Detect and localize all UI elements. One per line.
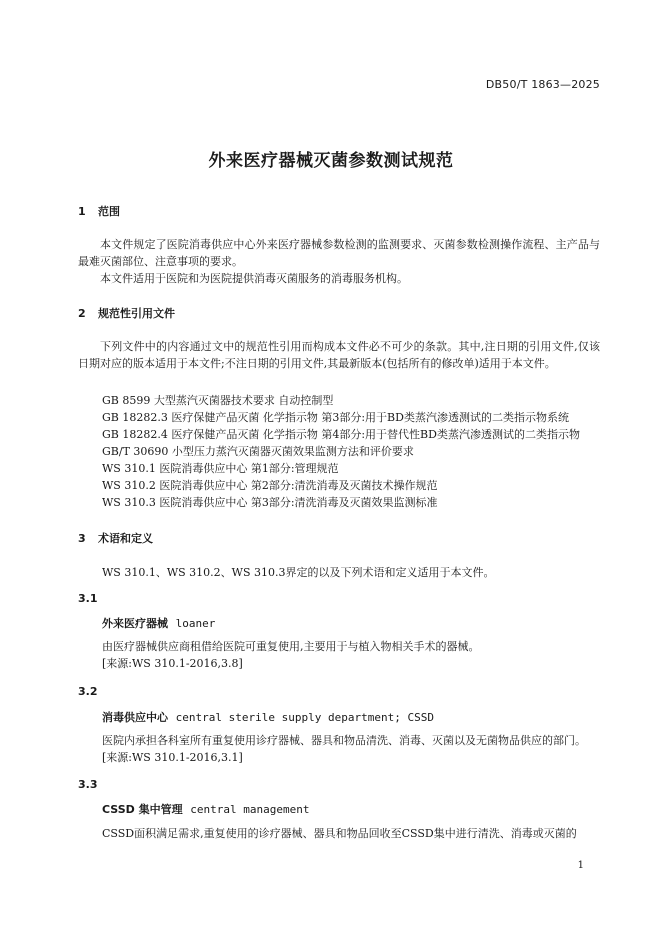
term-en: central management [190,803,310,816]
term-definition: CSSD面积满足需求,重复使用的诊疗器械、器具和物品回收至CSSD集中进行清洗、消毒或灭菌的 [102,827,577,840]
term-zh: 外来医疗器械 [102,617,168,630]
reference-item: WS 310.1 医院消毒供应中心 第1部分:管理规范 [102,462,339,475]
term-number: 3.3 [78,778,98,791]
term-en: loaner [175,617,216,630]
reference-item: GB 18282.4 医疗保健产品灭菌 化学指示物 第4部分:用于替代性BD类蒸汽渗透测试的二类指示物 [102,428,580,441]
term-number: 3.1 [78,592,98,605]
term-heading [102,615,215,631]
section-2-heading [78,305,175,321]
section-1-paragraph-2: 本文件适用于医院和为医院提供消毒灭菌服务的消毒服务机构。 [100,272,408,285]
reference-item: WS 310.3 医院消毒供应中心 第3部分:清洗消毒及灭菌效果监测标准 [102,496,438,509]
section-title: 规范性引用文件 [98,307,175,320]
term-heading [102,709,434,725]
section-3-intro: WS 310.1、WS 310.2、WS 310.3界定的以及下列术语和定义适用于本文件。 [102,566,495,579]
term-definition: 由医疗器械供应商租借给医院可重复使用,主要用于与植入物相关手术的器械。 [102,640,480,653]
reference-item: GB 18282.3 医疗保健产品灭菌 化学指示物 第3部分:用于BD类蒸汽渗透测试的二类指示物系统 [102,411,569,424]
term-heading [102,801,309,817]
section-title: 术语和定义 [98,532,153,545]
term-number: 3.2 [78,685,98,698]
section-3-heading [78,530,153,546]
document-title: 外来医疗器械灭菌参数测试规范 [208,151,454,171]
term-zh: CSSD 集中管理 [102,803,183,816]
section-1-heading [78,203,120,219]
term-source: [来源:WS 310.1-2016,3.8] [102,657,243,670]
section-number: 2 [78,307,86,320]
reference-item: GB/T 30690 小型压力蒸汽灭菌器灭菌效果监测方法和评价要求 [102,445,414,458]
section-number: 3 [78,532,86,545]
section-1-paragraph-1: 本文件规定了医院消毒供应中心外来医疗器械参数检测的监测要求、灭菌参数检测操作流程、主产品与最难灭菌部位、注意事项的要求。 [78,238,600,268]
section-number: 1 [78,205,86,218]
page-number: 1 [577,860,584,871]
term-source: [来源:WS 310.1-2016,3.1] [102,751,243,764]
reference-item: GB 8599 大型蒸汽灭菌器技术要求 自动控制型 [102,394,334,407]
reference-item: WS 310.2 医院消毒供应中心 第2部分:清洗消毒及灭菌技术操作规范 [102,479,438,492]
section-2-paragraph-1: 下列文件中的内容通过文中的规范性引用而构成本文件必不可少的条款。其中,注日期的引用文件,仅该日期对应的版本适用于本文件;不注日期的引用文件,其最新版本(包括所有的修改单)适用于本文件。 [78,340,600,370]
document-code: DB50/T 1863—2025 [485,78,600,91]
term-en: central sterile supply department; CSSD [175,711,434,724]
term-definition: 医院内承担各科室所有重复使用诊疗器械、器具和物品清洗、消毒、灭菌以及无菌物品供应的部门。 [102,734,586,747]
term-zh: 消毒供应中心 [102,711,168,724]
section-title: 范围 [98,205,120,218]
